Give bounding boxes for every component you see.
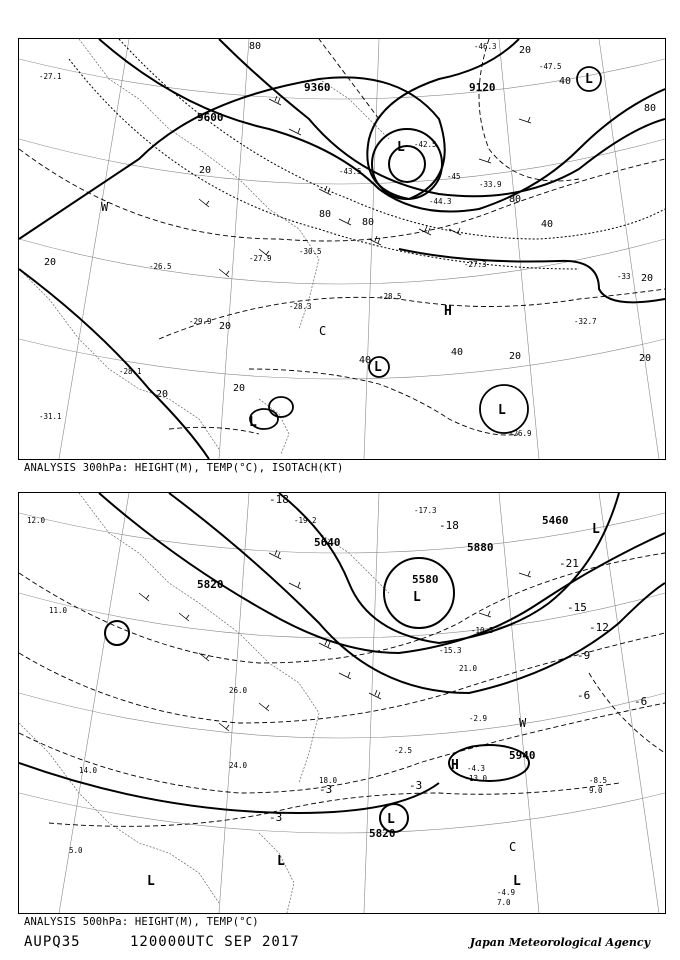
chart-caption-500hpa: ANALYSIS 500hPa: HEIGHT(M), TEMP(°C)	[24, 916, 259, 928]
height-label-9360: 9360	[304, 81, 331, 94]
height-label-5460: 5460	[542, 514, 569, 527]
temp-value: -10.5	[471, 626, 494, 635]
height-label-5580: 5580	[412, 573, 439, 586]
low-center-label: L	[249, 415, 257, 430]
isotherm-label: -6	[577, 689, 591, 702]
temp-value: -29.9	[189, 317, 212, 326]
low-center-label: L	[387, 812, 395, 827]
temp-value: -28.1	[119, 367, 142, 376]
station-value: 13.0	[469, 774, 488, 783]
station-value: 14.0	[79, 766, 98, 775]
isotherm-label: -3	[319, 783, 333, 796]
isotherm-label: -15	[567, 601, 587, 614]
temp-value: -15.3	[439, 646, 462, 655]
isotach-label: 20	[233, 383, 246, 394]
warm-center-label: W	[101, 200, 109, 214]
low-center-label: L	[277, 854, 285, 869]
isotach-label: 80	[644, 103, 657, 114]
valid-time: 120000UTC SEP 2017	[130, 934, 300, 950]
station-value: 24.0	[229, 761, 248, 770]
low-center-label: L	[397, 140, 405, 155]
temp-value: -17.3	[414, 506, 437, 515]
station-value: 12.0	[27, 516, 46, 525]
isotach-label: 40	[451, 347, 464, 358]
low-center-label: L	[585, 72, 593, 87]
high-center-label: H	[451, 758, 459, 773]
map-500hpa-canvas	[19, 493, 665, 913]
isotach-label: 20	[639, 353, 652, 364]
isotach-label: 40	[541, 219, 554, 230]
isotach-label: 20	[519, 45, 532, 56]
graticule	[19, 39, 665, 459]
cold-center-label: C	[319, 324, 327, 338]
chart-caption-300hpa: ANALYSIS 300hPa: HEIGHT(M), TEMP(°C), ISOTACH(KT)	[24, 462, 344, 474]
height-contours	[19, 493, 665, 832]
agency-name: Japan Meteorological Agency	[469, 936, 650, 949]
station-value: 21.0	[459, 664, 478, 673]
low-center-label: L	[592, 522, 600, 537]
isotherm-label: -9	[577, 649, 591, 662]
temp-value: -33.9	[479, 180, 502, 189]
low-center-label: L	[513, 874, 521, 889]
height-contours	[19, 39, 665, 459]
temp-value: -28.5	[379, 292, 402, 301]
temp-value: -28.3	[289, 302, 312, 311]
temp-value: -26.5	[149, 262, 172, 271]
height-label-5820: 5820	[197, 578, 224, 591]
low-center-label: L	[413, 590, 421, 605]
isotherm-label: -3	[409, 779, 423, 792]
station-value: 11.0	[49, 606, 68, 615]
isotach-label: 20	[156, 389, 169, 400]
warm-center-label: W	[519, 716, 527, 730]
cold-center-label: C	[509, 840, 517, 854]
temp-value: -46.3	[474, 42, 497, 51]
isotherm-label: -18	[439, 519, 459, 532]
height-label-9120: 9120	[469, 81, 496, 94]
isotach-label: 80	[362, 217, 375, 228]
temp-value: -47.5	[539, 62, 562, 71]
isotach-label: 20	[44, 257, 57, 268]
graticule	[19, 493, 665, 913]
temp-value: -19.2	[294, 516, 317, 525]
height-label-5940: 5940	[509, 749, 536, 762]
height-label-5820-south: 5820	[369, 827, 396, 840]
temp-value: -33	[617, 272, 631, 281]
isotach-label: 20	[641, 273, 654, 284]
map-300hpa-canvas	[19, 39, 665, 459]
height-label-5640: 5640	[314, 536, 341, 549]
temp-value: -30.5	[299, 247, 322, 256]
isotach-label: 80	[509, 194, 522, 205]
isotach-label: 80	[249, 41, 262, 52]
station-value: 18.0	[319, 776, 338, 785]
chart-code: AUPQ35	[24, 934, 81, 950]
map-panel-300hpa	[18, 38, 666, 460]
temperature-plots	[39, 42, 631, 438]
station-value: 9.0	[589, 786, 603, 795]
isotach-label: 20	[199, 165, 212, 176]
isotach-label: 20	[219, 321, 232, 332]
station-value: 26.0	[229, 686, 248, 695]
temp-value: -44.3	[429, 197, 452, 206]
isotach-label: 80	[319, 209, 332, 220]
temp-value: -32.7	[574, 317, 597, 326]
temp-value: -8.5	[589, 776, 608, 785]
map-panel-500hpa	[18, 492, 666, 914]
temp-value: -26.9	[509, 429, 532, 438]
temperature-plots	[27, 506, 607, 907]
temp-value: -45	[447, 172, 461, 181]
temp-value: -2.9	[469, 714, 488, 723]
temp-value: -42.5	[414, 140, 437, 149]
isotherm-label: -3	[269, 811, 283, 824]
temp-value: -27.9	[249, 254, 272, 263]
isotherm-label: -12	[589, 621, 609, 634]
low-center-label: L	[147, 874, 155, 889]
temp-value: -27.1	[39, 72, 62, 81]
temp-value: -4.3	[467, 764, 486, 773]
temp-value: -2.5	[394, 746, 413, 755]
temp-value: -27.3	[464, 260, 487, 269]
low-center-label: L	[498, 403, 506, 418]
temp-value: -43.5	[339, 167, 362, 176]
isotherm-label: -21	[559, 557, 579, 570]
isotherm-label: -18	[269, 493, 289, 506]
height-label-9600: 9600	[197, 111, 224, 124]
isotach-label: 20	[509, 351, 522, 362]
temperature-isotherms	[19, 39, 665, 435]
station-value: 5.0	[69, 846, 83, 855]
isotherm-label: -6	[634, 695, 648, 708]
isotach-label: 40	[559, 76, 572, 87]
coastline	[19, 39, 389, 454]
temp-value: -4.9	[497, 888, 516, 897]
low-center-label: L	[374, 360, 382, 375]
high-center-label: H	[444, 304, 452, 319]
isotach-label: 40	[359, 355, 372, 366]
temperature-isotherms	[19, 553, 665, 826]
station-value: 7.0	[497, 898, 511, 907]
temp-value: -31.1	[39, 412, 62, 421]
height-label-5880: 5880	[467, 541, 494, 554]
